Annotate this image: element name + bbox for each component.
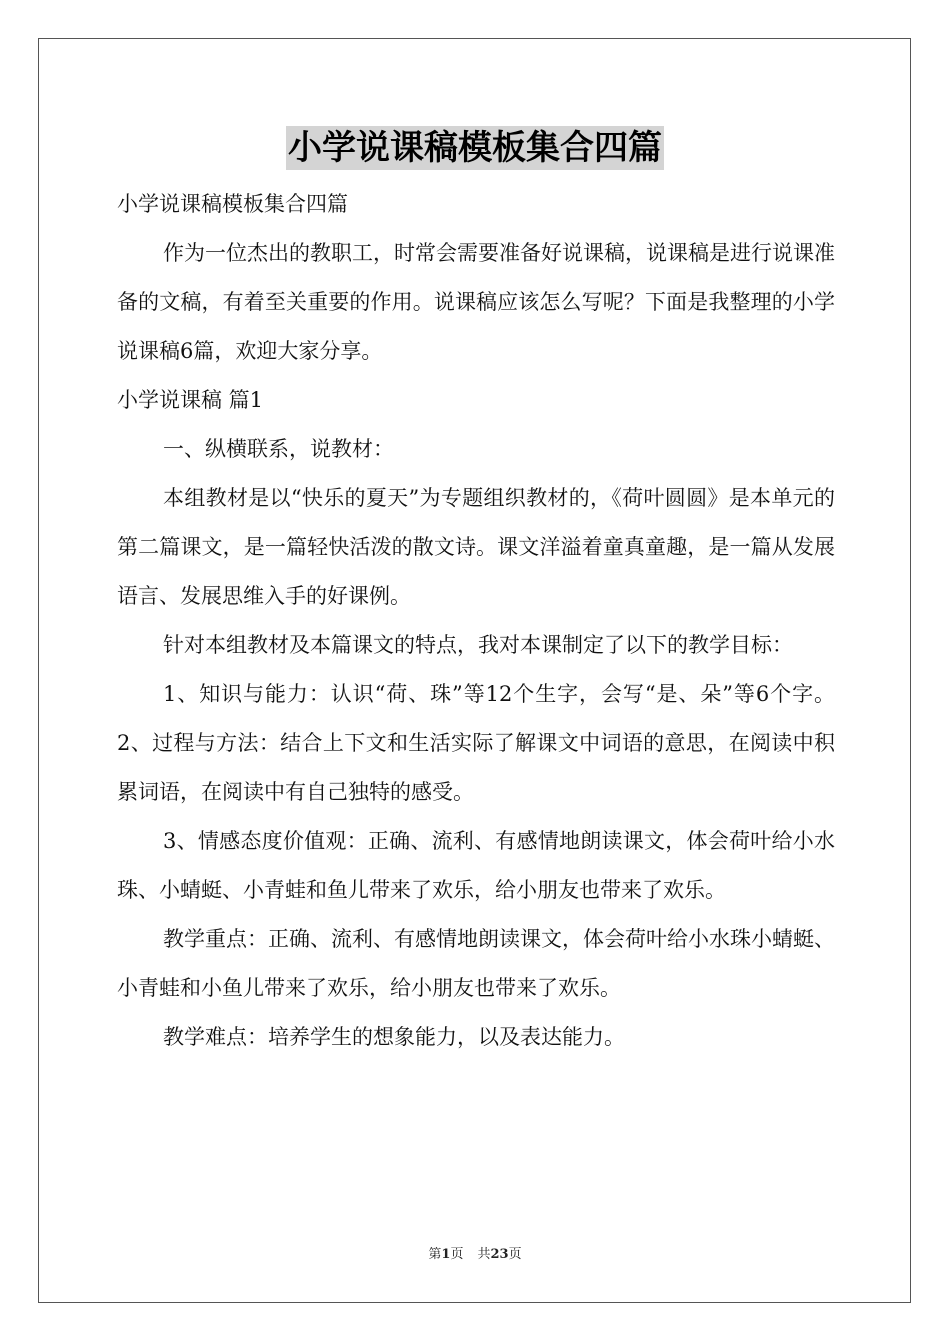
document-body (117, 180, 835, 1062)
document-title: 小学说课稿模板集合四篇 (288, 128, 662, 168)
paragraph: 作为一位杰出的教职工，时常会需要准备好说课稿，说课稿是进行说课准备的文稿，有着至关重要的作用。说课稿应该怎么写呢？下面是我整理的小学说课稿6篇，欢迎大家分享。 (117, 241, 835, 363)
page-total: 23 (490, 1247, 509, 1262)
page-number: 1 (441, 1247, 451, 1262)
page-suffix: 页 (450, 1247, 464, 1262)
paragraph: 教学重点：正确、流利、有感情地朗读课文，体会荷叶给小水珠小蜻蜓、小青蛙和小鱼儿带来了欢乐，给小朋友也带来了欢乐。 (117, 927, 835, 1000)
page-prefix: 第 (428, 1247, 442, 1262)
paragraph: 针对本组教材及本篇课文的特点，我对本课制定了以下的教学目标： (163, 633, 793, 657)
paragraph: 1、知识与能力：认识“荷、珠”等12个生字，会写“是、朵”等6个字。2、过程与方法：结合上下文和生活实际了解课文中词语的意思，在阅读中积累词语，在阅读中有自己独特的感受。 (117, 682, 835, 804)
section-heading: 小学说课稿 篇1 (117, 388, 264, 412)
total-prefix: 共 (477, 1247, 491, 1262)
paragraph: 本组教材是以“快乐的夏天”为专题组织教材的，《荷叶圆圆》是本单元的第二篇课文，是一篇轻快活泼的散文诗。课文洋溢着童真童趣，是一篇从发展语言、发展思维入手的好课例。 (117, 486, 835, 608)
paragraph: 教学难点：培养学生的想象能力，以及表达能力。 (163, 1025, 625, 1049)
title-container (0, 126, 950, 170)
page-footer (0, 1246, 950, 1264)
total-suffix: 页 (508, 1247, 522, 1262)
paragraph: 一、纵横联系，说教材： (163, 437, 394, 461)
paragraph: 3、情感态度价值观：正确、流利、有感情地朗读课文，体会荷叶给小水珠、小蜻蜓、小青蛙和鱼儿带来了欢乐，给小朋友也带来了欢乐。 (117, 829, 835, 902)
paragraph: 小学说课稿模板集合四篇 (117, 192, 348, 216)
